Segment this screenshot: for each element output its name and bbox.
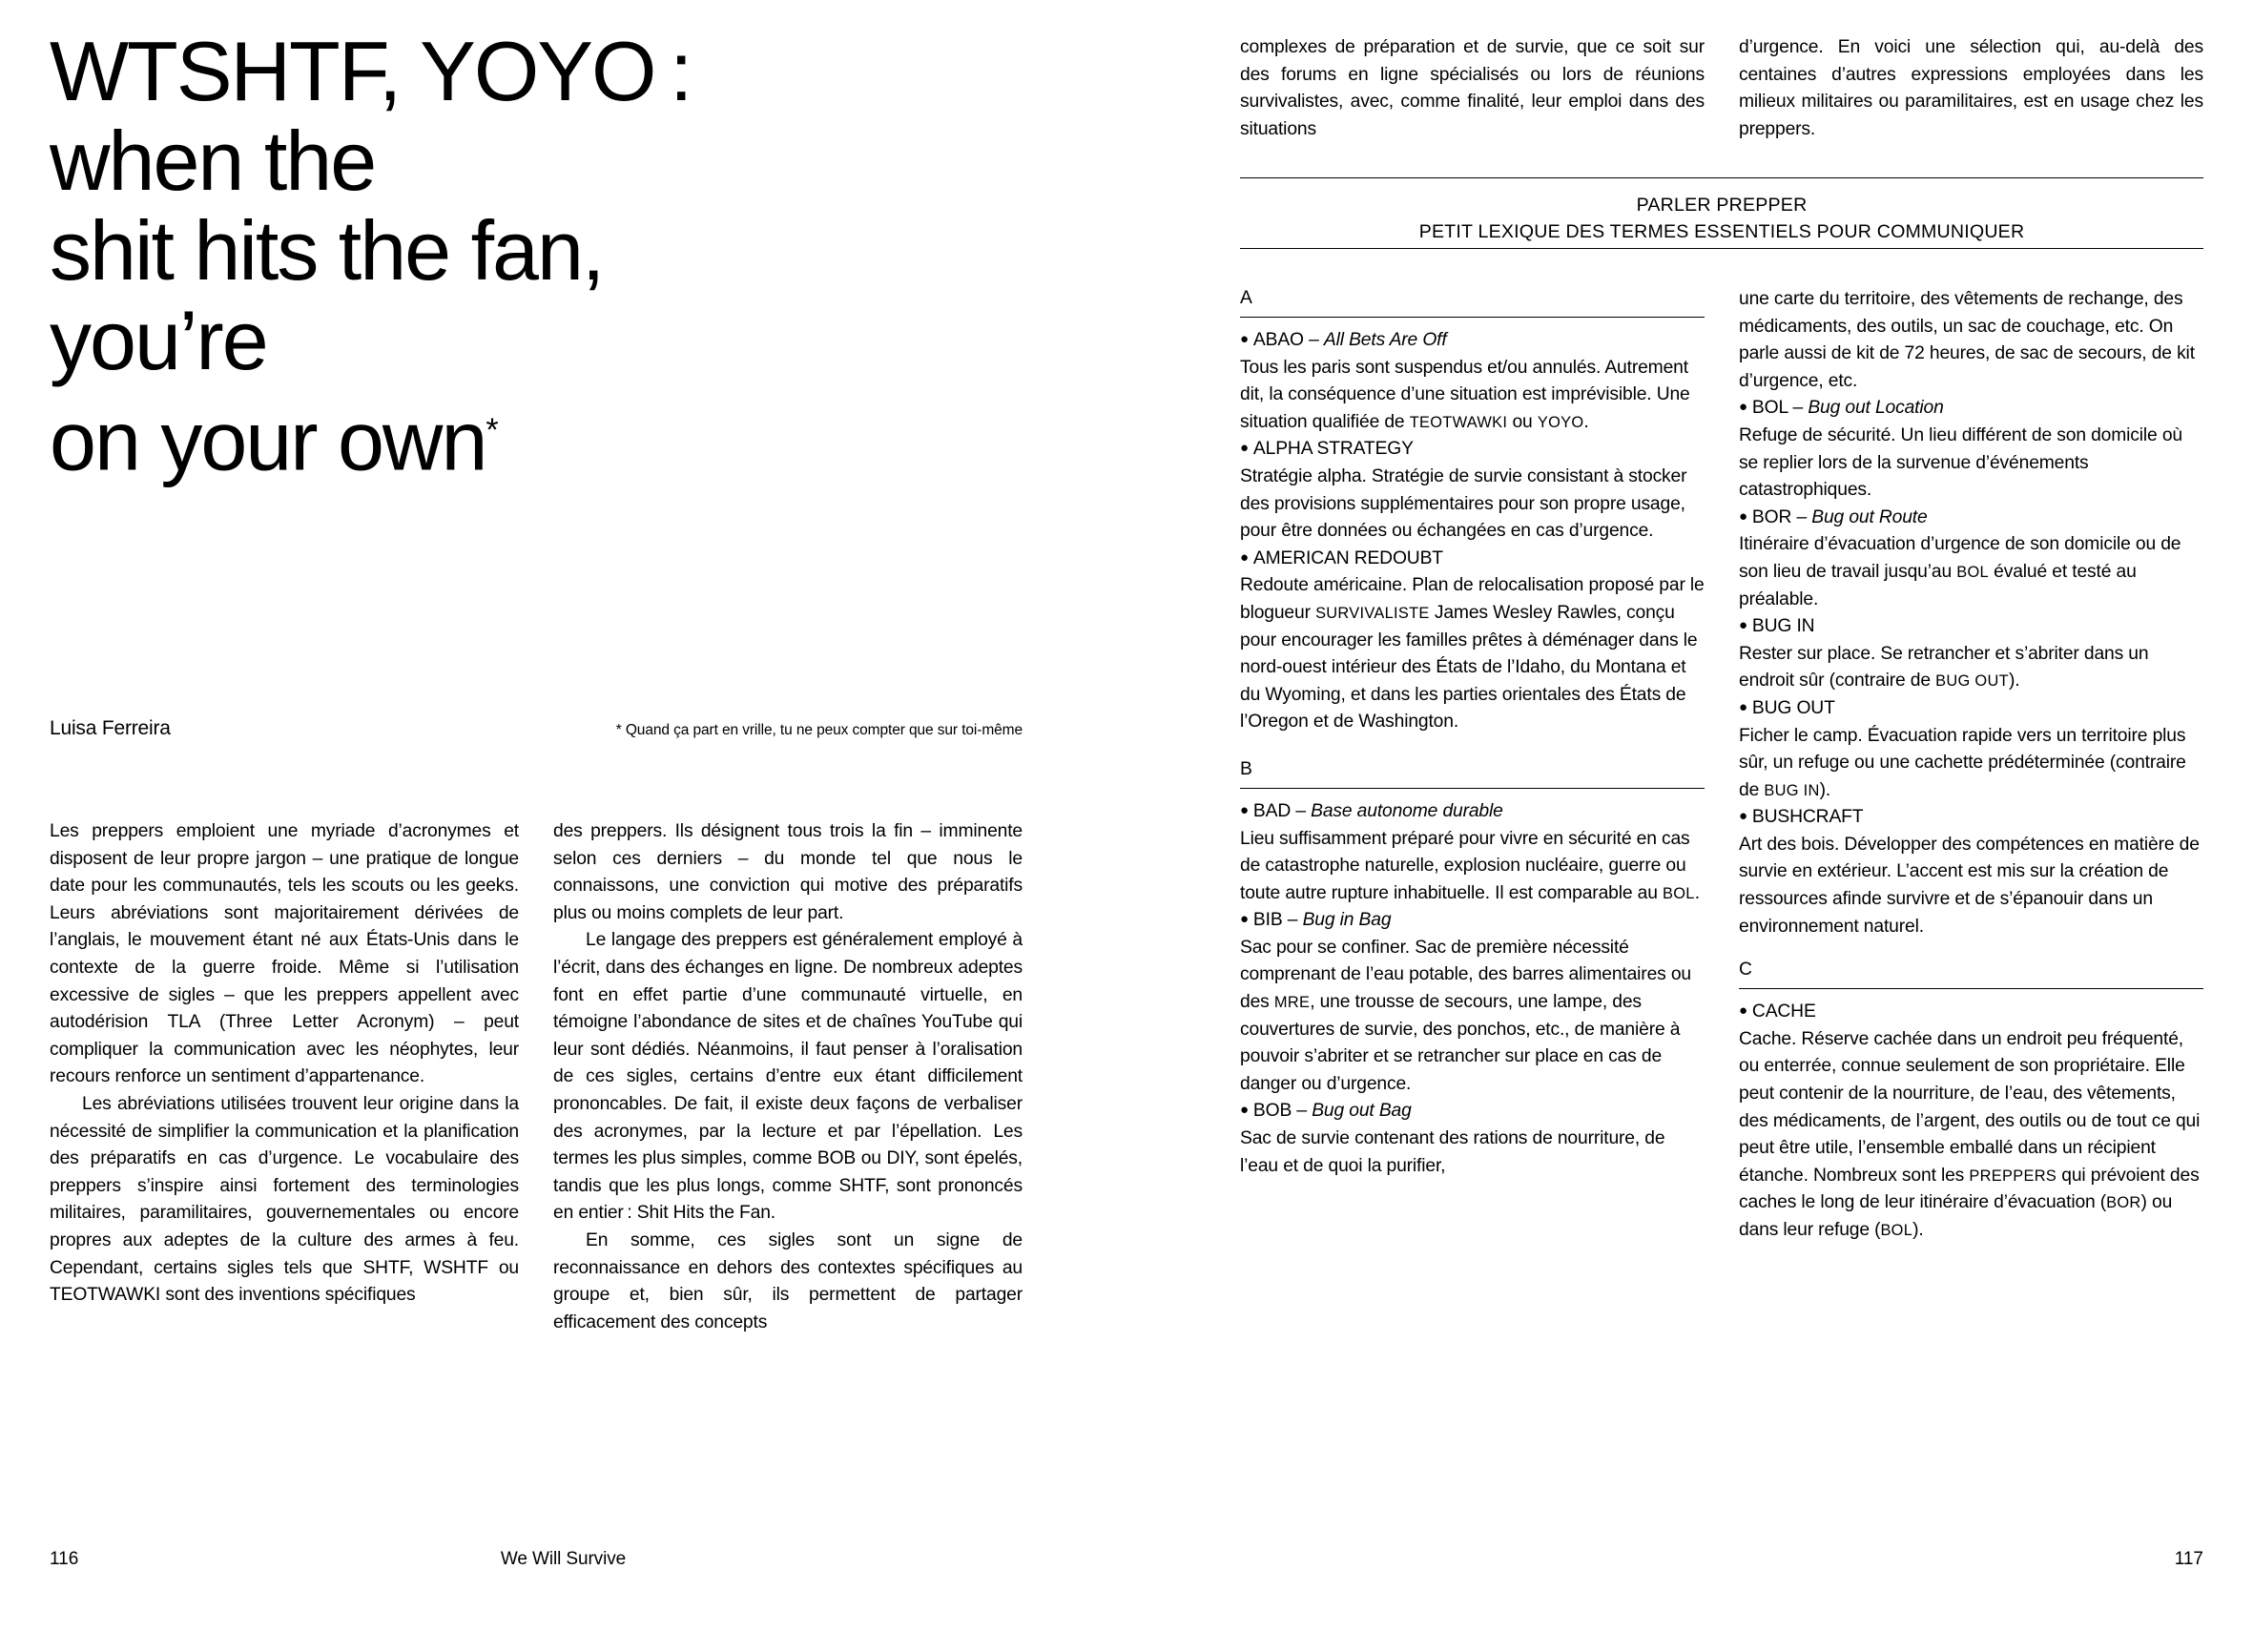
lexicon-entry bbox=[1240, 327, 1705, 436]
entry-term: BOB bbox=[1252, 1101, 1292, 1122]
entry-definition: Ficher le camp. Évacuation rapide vers un territoire plus sûr, un refuge ou une cachette prédéterminée (contraire de bbox=[1739, 725, 2186, 800]
entry-smallcaps: BOL bbox=[1956, 563, 1989, 581]
title-line-5 bbox=[50, 385, 1023, 488]
entry-smallcaps: BOL bbox=[1880, 1222, 1913, 1239]
title-footnote: * Quand ça part en vrille, tu ne peux compter que sur toi-même bbox=[615, 722, 1023, 738]
bullet-icon: ● bbox=[1739, 617, 1747, 634]
paragraph: des preppers. Ils désignent tous trois la fin – imminente selon ces derniers – du monde tel que nous le connaissons, une conviction qui motive des préparatifs plus ou moins complets de leur part. bbox=[553, 821, 1023, 923]
lexicon-entry bbox=[1739, 804, 2203, 940]
lexicon-columns bbox=[1240, 286, 2203, 1245]
entry-dash: – bbox=[1788, 398, 1809, 419]
bullet-icon: ● bbox=[1739, 698, 1747, 715]
entry-definition: Tous les paris sont suspendus et/ou annulés. Autrement dit, la conséquence d’une situation est imprévisible. Une situation qualifiée de bbox=[1240, 357, 1690, 432]
entry-dash: – bbox=[1303, 330, 1324, 350]
title-line-2: when the bbox=[50, 114, 376, 208]
letter-heading-b: B bbox=[1240, 758, 1252, 779]
entry-definition: Refuge de sécurité. Un lieu différent de son domicile où se replier lors de la survenue d’événements catastrophiques. bbox=[1739, 424, 2182, 501]
entry-definition-cont: . bbox=[1583, 411, 1589, 432]
paragraph: Le langage des preppers est généralement employé à l’écrit, dans des échanges en ligne. De nombreux adeptes font en effet partie d’une communauté virtuelle, en témoigne l’abondance de sites et de chaînes YouTube qui leur sont dédiés. Néanmoins, il faut penser à l’oralisation de ces sigles, certains d’entre eux étant difficilement prononcables. De fait, il existe deux façons de verbaliser des acronymes, par la lecture et par l’épellation. Les termes les plus simples, comme BOB ou DIY, sont épelés, tandis que les plus longs, comme SHTF, sont prononcés en entier : Shit Hits the Fan. bbox=[553, 930, 1023, 1224]
letter-divider bbox=[1240, 317, 1705, 318]
lexicon-header bbox=[1240, 177, 2203, 245]
entry-definition-cont: évalué et testé au préalable. bbox=[1739, 561, 2137, 609]
entry-term: BOL bbox=[1751, 398, 1788, 419]
entry-expansion: Bug out Bag bbox=[1312, 1101, 1412, 1122]
body-columns bbox=[50, 818, 1023, 1336]
lexicon-entry bbox=[1739, 999, 2203, 1244]
title-line-1: WTSHTF, YOYO : bbox=[50, 24, 692, 118]
lexicon-entry bbox=[1240, 798, 1705, 907]
entry-smallcaps: BOR bbox=[2106, 1194, 2141, 1212]
letter-divider bbox=[1739, 988, 2203, 989]
entry-definition: Cache. Réserve cachée dans un endroit peu fréquenté, ou enterrée, connue seulement de son propriétaire. Elle peut contenir de la nourriture, de l’eau, des vêtements, des médicaments, de l’argent, des outils ou de tout ce qui peut être utile, l’ensemble emballé dans un récipient étanche. Nombreux sont les bbox=[1739, 1028, 2201, 1186]
entry-definition: une carte du territoire, des vêtements de rechange, des médicaments, des outils, un sac de couchage, etc. On parle aussi de kit de 72 heures, de sac de secours, de kit d’urgence, etc. bbox=[1739, 289, 2195, 391]
lexicon-entry bbox=[1739, 395, 2203, 504]
letter-heading-a: A bbox=[1240, 288, 1252, 308]
entry-smallcaps: BUG IN bbox=[1764, 781, 1820, 799]
bullet-icon: ● bbox=[1739, 399, 1747, 416]
entry-term: AMERICAN REDOUBT bbox=[1252, 547, 1443, 568]
entry-term: BUG OUT bbox=[1751, 697, 1835, 718]
letter-divider bbox=[1240, 788, 1705, 789]
entry-term: BOR bbox=[1751, 506, 1792, 527]
bullet-icon: ● bbox=[1240, 440, 1249, 457]
entry-term: BUSHCRAFT bbox=[1751, 807, 1864, 828]
entry-expansion: Bug out Route bbox=[1811, 506, 1928, 527]
lexicon-entry bbox=[1240, 1098, 1705, 1180]
entry-definition: Sac de survie contenant des rations de nourriture, de l’eau et de quoi la purifier, bbox=[1240, 1128, 1665, 1176]
lexicon-entry bbox=[1240, 546, 1705, 736]
body-column-2 bbox=[553, 818, 1023, 1336]
bullet-icon: ● bbox=[1240, 801, 1249, 818]
entry-term: BIB bbox=[1252, 910, 1283, 931]
lexicon-entry bbox=[1739, 505, 2203, 613]
entry-definition-cont: ). bbox=[1819, 779, 1831, 800]
entry-expansion: Base autonome durable bbox=[1311, 800, 1503, 821]
entry-smallcaps: BOL bbox=[1663, 884, 1695, 902]
lexicon-title: PARLER PREPPER bbox=[1636, 195, 1808, 216]
entry-dash: – bbox=[1282, 910, 1303, 931]
entry-dash: – bbox=[1291, 800, 1312, 821]
entry-definition: Art des bois. Développer des compétences en matière de survie en extérieur. L’accent est mis sur la création de ressources afinde survivre et de s’épanouir dans un environnement naturel. bbox=[1739, 834, 2200, 937]
bullet-icon: ● bbox=[1240, 911, 1249, 928]
entry-expansion: Bug in Bag bbox=[1302, 910, 1392, 931]
entry-smallcaps: BUG OUT bbox=[1935, 672, 2009, 691]
entry-dash: – bbox=[1292, 1101, 1313, 1122]
byline-row bbox=[50, 717, 1023, 740]
lexicon-divider bbox=[1240, 248, 2203, 249]
entry-definition: Stratégie alpha. Stratégie de survie consistant à stocker des provisions supplémentaires pour son propre usage, pour être données ou échangées en cas d’urgence. bbox=[1240, 465, 1687, 542]
entry-definition-cont: , une trousse de secours, une lampe, des couvertures de survie, des ponchos, etc., de manière à pouvoir s’abriter et se retrancher sur place en cas de danger ou d’urgence. bbox=[1240, 992, 1681, 1094]
entry-term: BUG IN bbox=[1751, 616, 1815, 637]
bullet-icon: ● bbox=[1240, 1102, 1249, 1119]
lexicon-entry bbox=[1240, 436, 1705, 545]
entry-definition: Rester sur place. Se retrancher et s’abriter dans un endroit sûr (contraire de bbox=[1739, 643, 2149, 692]
lexicon-entry bbox=[1739, 695, 2203, 804]
entry-definition: Redoute américaine. Plan de relocalisation proposé par le blogueur bbox=[1240, 575, 1705, 623]
entry-definition: Itinéraire d’évacuation d’urgence de son domicile ou de son lieu de travail jusqu’au bbox=[1739, 534, 2181, 582]
entry-definition: Sac pour se confiner. Sac de première nécessité comprenant de l’eau potable, des barres alimentaires ou des bbox=[1240, 937, 1692, 1013]
bullet-icon: ● bbox=[1240, 331, 1249, 347]
entry-smallcaps: TEOTWAWKI bbox=[1409, 413, 1508, 431]
entry-smallcaps: YOYO bbox=[1537, 413, 1584, 431]
page-title bbox=[50, 24, 1023, 488]
lexicon-entry bbox=[1739, 613, 2203, 695]
entry-dash: – bbox=[1791, 506, 1812, 527]
paragraph: En somme, ces sigles sont un signe de reconnaissance en dehors des contextes spécifiques au groupe et, bien sûr, ils permettent de partager efficacement des concepts bbox=[553, 1229, 1023, 1332]
folio-right: 117 bbox=[2174, 1549, 2203, 1569]
entry-expansion: All Bets Are Off bbox=[1323, 330, 1447, 350]
entry-term: BAD bbox=[1252, 800, 1292, 821]
entry-definition-cont: . bbox=[1694, 882, 1700, 903]
lexicon-column-1 bbox=[1240, 286, 1705, 1245]
folio-left: 116 bbox=[50, 1549, 79, 1569]
entry-term: CACHE bbox=[1751, 1002, 1816, 1022]
entry-term: ABAO bbox=[1252, 330, 1304, 350]
entry-smallcaps: MRE bbox=[1273, 994, 1311, 1012]
lexicon-subtitle: PETIT LEXIQUE DES TERMES ESSENTIELS POUR COMMUNIQUER bbox=[1418, 221, 2025, 242]
lexicon-column-2 bbox=[1739, 286, 2203, 1245]
page-left bbox=[0, 0, 1126, 1652]
title-footnote-marker: * bbox=[486, 412, 499, 448]
entry-definition-cont: qui prévoient des caches le long de leur itinéraire d’évacuation ( bbox=[1739, 1165, 2200, 1213]
entry-expansion: Bug out Location bbox=[1808, 398, 1944, 419]
entry-definition-cont: James Wesley Rawles, conçu pour encourager les familles prêtes à déménager dans le nord-ouest intérieur des États de l’Idaho, du Montana et du Wyoming, et dans les parties orientales des États de l’Oregon et de Washington. bbox=[1240, 602, 1698, 733]
running-title: We Will Survive bbox=[500, 1549, 627, 1569]
paragraph: complexes de préparation et de survie, que ce soit sur des forums en ligne spécialisés ou lors de réunions survivalistes, avec, comme finalité, leur emploi dans des situations bbox=[1240, 37, 1705, 139]
top-columns bbox=[1240, 34, 2203, 143]
entry-definition: Lieu suffisamment préparé pour vivre en sécurité en cas de catastrophe naturelle, explosion nucléaire, guerre ou toute autre rupture inhabituelle. Il est comparable au bbox=[1240, 828, 1690, 903]
entry-definition-cont: ou bbox=[1507, 411, 1538, 432]
top-column-2 bbox=[1739, 34, 2203, 143]
title-line-3: shit hits the fan, bbox=[50, 203, 604, 298]
page-right bbox=[1126, 0, 2253, 1652]
author-name: Luisa Ferreira bbox=[50, 717, 171, 739]
paragraph: Les preppers emploient une myriade d’acronymes et disposent de leur propre jargon – une pratique de longue date pour les communautés, tels les scouts ou les geeks. Leurs abréviations sont majoritairement dérivées de l’anglais, le mouvement étant né aux États-Unis dans le contexte de la guerre froide. Même si l’utilisation excessive de sigles – que les preppers appellent avec autodérision TLA (Three Letter Acronym) – peut compliquer la communication avec les néophytes, leur recours renforce un sentiment d’appartenance. bbox=[50, 821, 519, 1087]
entry-smallcaps: PREPPERS bbox=[1969, 1167, 2057, 1185]
title-line-4: you’re bbox=[50, 293, 267, 387]
title-line-5-text: on your own bbox=[50, 393, 486, 488]
paragraph: d’urgence. En voici une sélection qui, au-delà des centaines d’autres expressions employées dans les milieux militaires ou paramilitaires, est en usage chez les preppers. bbox=[1739, 37, 2203, 139]
entry-definition-cont: ). bbox=[2008, 671, 2020, 692]
top-column-1 bbox=[1240, 34, 1705, 143]
bullet-icon: ● bbox=[1739, 808, 1747, 825]
lexicon-entry bbox=[1240, 907, 1705, 1098]
entry-smallcaps: SURVIVALISTE bbox=[1315, 604, 1430, 622]
letter-heading-c: C bbox=[1739, 960, 1752, 981]
bullet-icon: ● bbox=[1240, 548, 1249, 566]
paragraph: Les abréviations utilisées trouvent leur origine dans la nécessité de simplifier la communication et la planification des préparatifs en cas d’urgence. Le vocabulaire des preppers s’inspire ainsi fortement des terminologies militaires, paramilitaires, gouvernementales ou encore propres aux adeptes de la culture des armes à feu. Cependant, certains sigles tels que SHTF, WSHTF ou TEOTWAWKI sont des inventions spécifiques bbox=[50, 1093, 519, 1306]
entry-definition-cont: ). bbox=[1912, 1220, 1924, 1240]
body-column-1 bbox=[50, 818, 519, 1336]
bullet-icon: ● bbox=[1739, 1002, 1747, 1020]
bullet-icon: ● bbox=[1739, 507, 1747, 525]
lexicon-entry-continued bbox=[1739, 286, 2203, 395]
entry-definition-cont: ) ou dans leur refuge ( bbox=[1739, 1192, 2173, 1240]
entry-term: ALPHA STRATEGY bbox=[1252, 439, 1414, 460]
